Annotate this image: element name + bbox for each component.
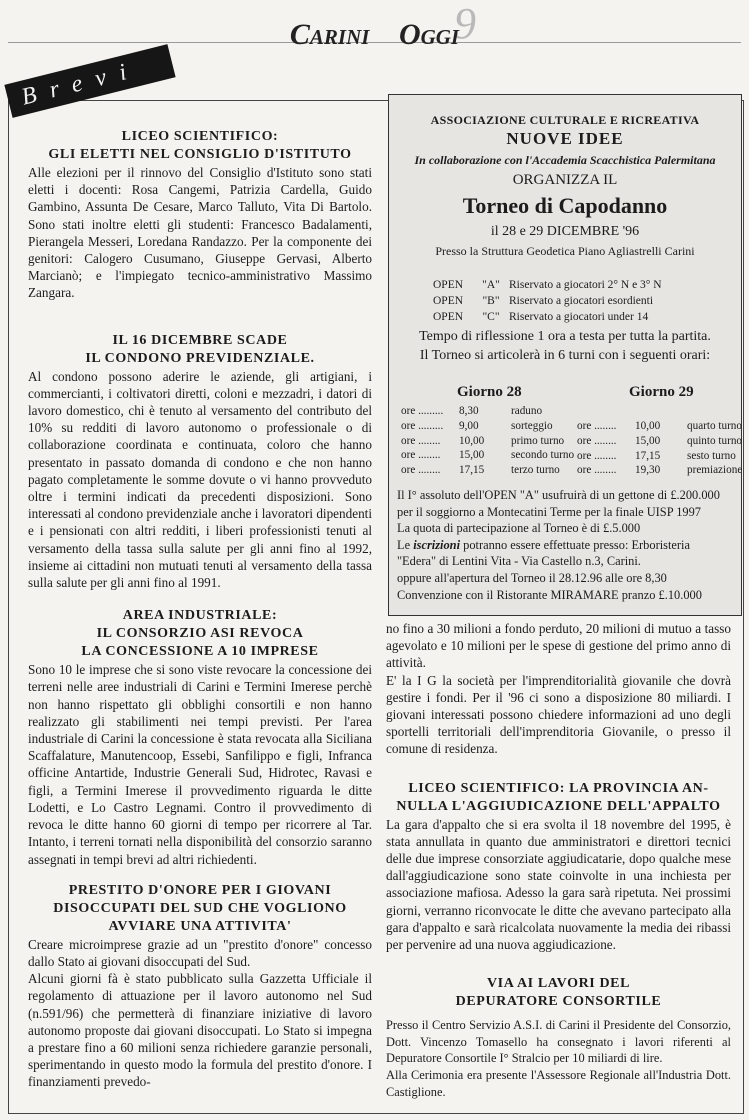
schedule-row [577, 419, 742, 434]
registration-rest: potranno essere effettuate presso: Erboristeria [463, 537, 690, 552]
article-heading: GLI ELETTI NEL CONSIGLIO D'ISTITUTO [48, 147, 352, 162]
registration-line [397, 537, 737, 554]
schedule-row [401, 434, 574, 449]
article-heading: PRESTITO D'ONORE PER I GIOVANI [68, 882, 332, 898]
registration-line: "Edera" di Lentini Vita - Via Castello n.3, Carini. [397, 554, 641, 569]
schedule-event: quinto turno [687, 434, 743, 447]
article-heading: NULLA L'AGGIUDICAZIONE DELL'APPALTO [396, 798, 721, 814]
schedule-ore: ore ........ [401, 464, 441, 477]
schedule-time: 17,15 [635, 449, 661, 462]
article-heading: AREA INDUSTRIALE: [122, 608, 278, 624]
article-body: Sono 10 le imprese che si sono viste revocare la concessione dei terreni nelle aree industriali di Carini e Termini Imerese perchè non hanno rispettato gli obblighi consortili e non hanno realizzato gli stabilimenti nei tempi previsti. Per l'area industriale di Carini la concessione è stata revocata alla Siciliana Scaffalature, Manutencoop, Essebi, Sanfilippo e figli, Infranca officine Antartide, Industrie Generali Sud, Hidrotec, Ravasi e figli, a Termini Imerese il provvedimento riguarda le ditte Lodetti, e Lo Castro Legnami. Contro il provvedimento di revoca le ditte hanno 60 giorni di tempo per ricorrere al Tar. Intanto, i terreni tornati nella disponibilità del consorzio saranno assegnati in tempi brevi ad altri richiedenti. [28, 662, 372, 867]
schedule-row [401, 404, 574, 419]
schedule-row [401, 463, 574, 478]
open-category: "A" [482, 279, 500, 291]
masthead-title-right: Oggi [398, 18, 460, 51]
article-heading: DEPURATORE CONSORTILE [455, 994, 662, 1010]
tournament-venue: Presso la Struttura Geodetica Piano Agliastrelli Carini [435, 244, 695, 258]
article-heading: DISOCCUPATI DEL SUD CHE VOGLIONO [53, 900, 347, 916]
day1-schedule [401, 404, 574, 478]
article-heading: LA CONCESSIONE A 10 IMPRESE [81, 644, 319, 660]
day2-title: Giorno 29 [629, 384, 694, 400]
tournament-box [388, 94, 742, 616]
masthead-title-left: Carini [289, 18, 370, 51]
open-description: Riservato a giocatori under 14 [509, 311, 649, 323]
article-body: no fino a 30 milioni a fondo perduto, 20 milioni di mutuo a tasso agevolato e 10 milioni per le spese di gestione del primo anno di attività. [386, 621, 731, 671]
article-heading: IL CONSORZIO ASI REVOCA [96, 626, 304, 642]
open-category-row [433, 309, 662, 325]
article-body: Creare microimprese grazie ad un "prestito d'onore" concesso dallo Stato ai giovani disoccupati del Sud. [28, 936, 372, 969]
schedule-time: 9,00 [459, 419, 479, 432]
open-category-row [433, 293, 662, 309]
schedule-ore: ore ........ [577, 434, 617, 447]
article-prestito-continuation [386, 620, 731, 758]
open-category: "C" [482, 311, 500, 323]
tournament-rounds: Il Torneo si articolerà in 6 turni con i seguenti orari: [419, 348, 711, 363]
open-name: OPEN [433, 311, 464, 323]
article-body: E' la I G la società per l'imprenditorialità giovanile che dovrà gestire i fondi. Per il '96 ci sono a disposizione 80 miliardi. I giovani interessati possono chiedere informazioni ad uno degli sportelli territoriali dell'imprenditoria Giovanile, o presso il comune di residenza. [386, 672, 731, 757]
open-category: "B" [482, 295, 500, 307]
article-condono [28, 332, 372, 592]
article-body: Alla Cerimonia era presente l'Assessore Regionale all'Industria Dott. Castiglione. [386, 1068, 731, 1099]
schedule-event: sesto turno [687, 449, 736, 462]
schedule-row [401, 419, 574, 434]
schedule-event: terzo turno [511, 464, 560, 477]
tournament-collaboration: In collaborazione con l'Accademia Scacchistica Palermitana [414, 153, 716, 167]
day1-title: Giorno 28 [457, 384, 522, 400]
schedule-ore: ore ........ [577, 464, 617, 477]
section-label-wrap [2, 44, 182, 114]
article-heading: VIA AI LAVORI DEL [486, 976, 631, 992]
article-body: Al condono possono aderire le aziende, gli artigiani, i commercianti, i coltivatori diretti, coloni e mezzadri, i datori di lavoro domestico, chi è tenuto al versamento del contributo del 10% su redditi di lavoro autonomo o professionale o di collaborazione coordinata e continuata, coloro che hanno presentato in passato domanda di condono e che non hanno pagato completamente le somme dovute o vi hanno provveduto oltre i termini indicati da precedenti disposizioni. Sono interessati al condono previdenziale anche i lavoratori dipendenti e i pensionati con altri redditi, i liberi professionisti tenuti al versamento della tassa sulla salute per gli anni fino al 1992, insieme ai cittadini non mutuati tenuti al versamento della tassa sulla salute per gli anni fino al 1991. [28, 368, 372, 591]
tournament-reflection: Tempo di riflessione 1 ora a testa per tutta la partita. [419, 329, 711, 344]
tournament-title: Torneo di Capodanno [462, 193, 668, 218]
schedule-event: secondo turno [511, 449, 575, 462]
day2-schedule [577, 419, 742, 478]
convention-line: Convenzione con il Ristorante MIRAMARE pranzo £.10.000 [397, 587, 702, 602]
right-column [386, 620, 731, 1100]
open-name: OPEN [433, 295, 464, 307]
article-liceo-appalto [386, 780, 731, 954]
article-body: Alle elezioni per il rinnovo del Consiglio d'Istituto sono stati eletti i docenti: Rosa Cangemi, Patrizia Cardella, Guido Gambino, Assunta De Cesare, Marco Talluto, Vita Di Bartolo. Sono stati inoltre eletti gli studenti: Francesco Badalamenti, Pierangela Messeri, Loredana Randazzo. Per la componente dei genitori: Calogero Cusumano, Giuseppe Gervasi, Alberto Marcianò; e l'impiegato tecnico-amministrativo Massimo Zangara. [28, 165, 372, 301]
article-heading: IL CONDONO PREVIDENZIALE. [85, 350, 315, 366]
tournament-info [397, 487, 737, 603]
article-heading: AVVIARE UNA ATTIVITA' [108, 918, 292, 934]
issue-number: 9 [454, 0, 477, 48]
schedule-event: primo turno [511, 434, 565, 447]
registration-prefix: Le [397, 537, 411, 552]
schedule-row [401, 448, 574, 463]
schedule-ore: ore ......... [401, 419, 444, 432]
tournament-dates: il 28 e 29 DICEMBRE '96 [490, 224, 640, 239]
prize-line: per il soggiorno a Montecatini Terme per la finale UISP 1997 [397, 504, 702, 519]
schedule-time: 8,30 [459, 405, 479, 417]
schedule-ore: ore ........ [401, 434, 441, 447]
schedule-time: 15,00 [635, 434, 661, 447]
fee-line: La quota di partecipazione al Torneo è di £.5.000 [397, 521, 641, 536]
article-heading: LICEO SCIENTIFICO: [121, 129, 279, 144]
article-body: Alcuni giorni fà è stato pubblicato sulla Gazzetta Ufficiale il regolamento di attuazione per il lavoro autonomo nel Sud (n.591/96) che permetterà di finanziare iniziative di lavoro autonomo proposte dai giovani disoccupati. Lo Stato si impegna a prestare fino a 60 milioni senza richiedere garanzie personali, sperimentando in questo modo la formula del prestito d'onore. I finanziamenti prevedo- [28, 971, 372, 1090]
registration-word: iscrizioni [413, 537, 461, 552]
tournament-association: ASSOCIAZIONE CULTURALE E RICREATIVA [430, 113, 700, 127]
masthead-title [289, 0, 477, 55]
schedule-ore: ore ........ [577, 449, 617, 462]
schedule-event: quarto turno [687, 420, 742, 432]
article-liceo-elezioni [28, 128, 372, 302]
prize-line: Il I° assoluto dell'OPEN "A" usufruirà di un gettone di £.200.000 [397, 488, 720, 502]
registration-line: oppure all'apertura del Torneo il 28.12.96 alle ore 8,30 [397, 570, 667, 585]
schedule-event: raduno [511, 405, 543, 417]
open-category-row [433, 277, 662, 293]
schedule-time: 17,15 [459, 464, 485, 477]
schedule-ore: ore ........ [577, 420, 617, 432]
open-description: Riservato a giocatori 2° N e 3° N [509, 279, 662, 291]
open-categories [433, 277, 662, 325]
article-depuratore [386, 975, 731, 1100]
schedule-row [577, 449, 742, 464]
tournament-organizer: NUOVE IDEE [506, 129, 624, 148]
schedule-row [577, 434, 742, 449]
section-label: Brevi [4, 44, 175, 118]
schedule-event: sorteggio [511, 419, 553, 432]
article-prestito-onore [28, 882, 372, 1091]
masthead-rule [8, 42, 741, 43]
schedule-time: 10,00 [459, 434, 485, 447]
schedule-time: 10,00 [635, 420, 661, 432]
left-column [28, 128, 372, 1091]
open-name: OPEN [433, 279, 464, 291]
schedule-row [577, 463, 742, 478]
tournament-organizes: ORGANIZZA IL [512, 172, 618, 188]
schedule-time: 15,00 [459, 449, 485, 462]
schedule-event: premiazione [687, 464, 743, 477]
schedule-ore: ore ......... [401, 405, 444, 417]
open-description: Riservato a giocatori esordienti [509, 295, 654, 307]
article-area-industriale [28, 607, 372, 867]
article-heading: LICEO SCIENTIFICO: LA PROVINCIA AN- [408, 780, 709, 796]
article-heading: IL 16 DICEMBRE SCADE [112, 332, 288, 348]
article-body: La gara d'appalto che si era svolta il 18 novembre del 1995, è stata annullata in quanto due amministratori e direttori tecnici delle due imprese consorziate aggiudicatarie, dopo qualche mese dall'aggiudicazione sono state coinvolte in una inchiesta per associazione mafiosa. Adesso la gara sarà ripetuta. Nei prossimi giorni, verranno riconvocate le ditte che avevano partecipato alla gara d'appalto e sarà ricalcolata nuovamente la media dei ribassi per pervenire ad una nuova aggiudicazione. [386, 816, 731, 953]
schedule-time: 19,30 [635, 464, 661, 477]
article-body: Presso il Centro Servizio A.S.I. di Carini il Presidente del Consorzio, Dott. Vincenzo Tomasello ha consegnato i lavori riferenti al Depuratore Consortile I° Stralcio per 10 miliardi di lire. [386, 1018, 731, 1066]
schedule-ore: ore ........ [401, 449, 441, 462]
